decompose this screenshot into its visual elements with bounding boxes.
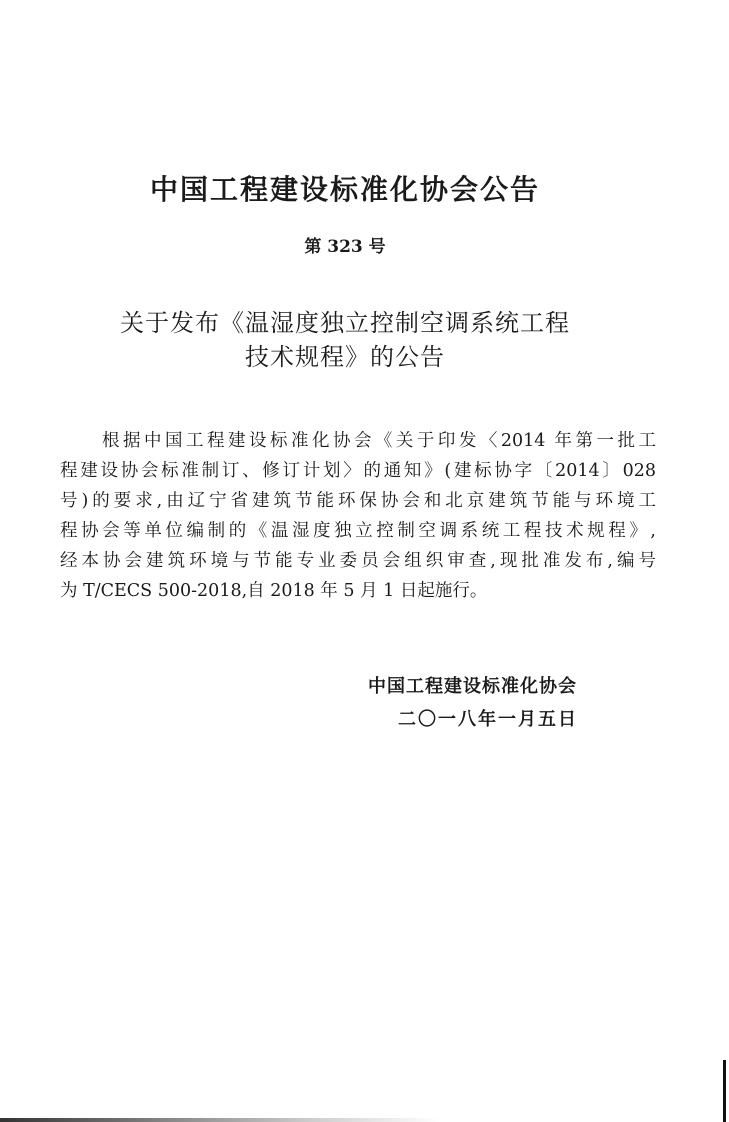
body-line: 为 T/CECS 500-2018,自 2018 年 5 月 1 日起施行。 [60, 581, 488, 601]
body-line: 程建设协会标准制订、修订计划〉的通知》(建标协字〔2014〕028 [60, 461, 656, 481]
scan-bottom-shadow [0, 1118, 440, 1122]
announcement-subtitle-line-2: 技术规程》的公告 [245, 343, 445, 371]
body-line: 经本协会建筑环境与节能专业委员会组织审查,现批准发布,编号 [60, 551, 656, 571]
body-line: 根据中国工程建设标准化协会《关于印发〈2014 年第一批工 [60, 431, 656, 451]
signature-date: 二〇一八年一月五日 [398, 709, 578, 730]
scan-edge-shadow [723, 1060, 726, 1122]
announcement-subtitle-line-1: 关于发布《温湿度独立控制空调系统工程 [120, 309, 570, 337]
signature-organization: 中国工程建设标准化协会 [368, 676, 577, 697]
announcement-title: 中国工程建设标准化协会公告 [149, 173, 540, 206]
announcement-number: 第 323 号 [304, 237, 386, 257]
body-line: 号)的要求,由辽宁省建筑节能环保协会和北京建筑节能与环境工 [60, 491, 656, 511]
body-line: 程协会等单位编制的《温湿度独立控制空调系统工程技术规程》, [60, 521, 656, 541]
